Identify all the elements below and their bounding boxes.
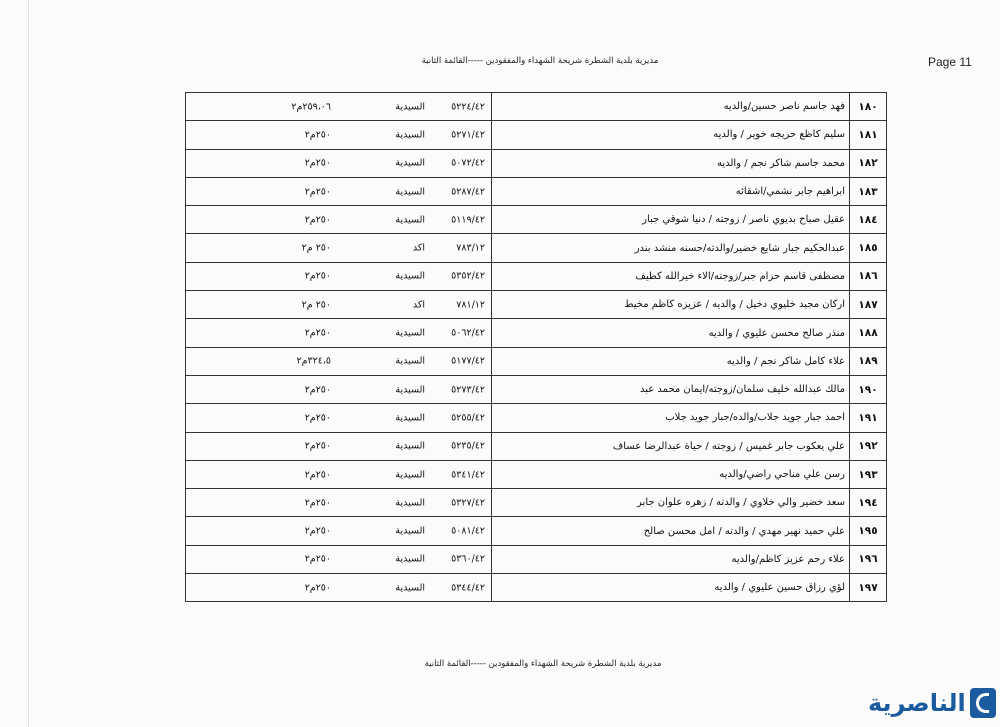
beneficiary-name: لؤي رزاق حسين عليوي / والديه [492, 574, 850, 602]
plot-number: ٥٣٦٠/٤٢ [451, 553, 485, 565]
row-number: ١٨٩ [850, 347, 887, 375]
plot-area: ٢٥٠م٢ [304, 157, 331, 169]
plot-area: ٢٥٠م٢ [304, 525, 331, 537]
region-name: السيدية [395, 327, 425, 339]
plot-number: ٥١١٩/٤٢ [451, 214, 485, 226]
row-number: ١٩٢ [850, 432, 887, 460]
beneficiary-name: مالك عبدالله خليف سلمان/زوجته/ايمان محمد عبد [492, 375, 850, 403]
plot-info-cell [186, 121, 492, 149]
row-number: ١٩٥ [850, 517, 887, 545]
table-row [186, 347, 887, 375]
region-name: السيدية [395, 270, 425, 282]
table-row [186, 149, 887, 177]
page-number: Page 11 [928, 55, 972, 69]
plot-area: ٢٥٠م٢ [304, 129, 331, 141]
plot-area: ٢٥٠م٢ [304, 553, 331, 565]
plot-info-cell [186, 206, 492, 234]
records-table [185, 92, 887, 602]
plot-area: ٢٥٠م٢ [304, 327, 331, 339]
row-number: ١٩١ [850, 404, 887, 432]
plot-info-cell [186, 93, 492, 121]
plot-info-cell [186, 319, 492, 347]
beneficiary-name: علاء كامل شاكر نجم / والديه [492, 347, 850, 375]
table-row [186, 404, 887, 432]
beneficiary-name: سعد خضير والي خلاوي / والدته / زهره علوان جابر [492, 489, 850, 517]
beneficiary-name: منذر صالح محسن عليوي / والديه [492, 319, 850, 347]
plot-area: ٢٥٠ م٢ [301, 242, 331, 254]
row-number: ١٩٧ [850, 574, 887, 602]
table-row [186, 489, 887, 517]
beneficiary-name: ابراهيم جابر نشمي/اشقائه [492, 177, 850, 205]
region-name: السيدية [395, 186, 425, 198]
table-row [186, 460, 887, 488]
plot-area: ٢٥٠م٢ [304, 497, 331, 509]
plot-info-cell [186, 460, 492, 488]
plot-number: ٥١٧٧/٤٢ [451, 355, 485, 367]
region-name: السيدية [395, 129, 425, 141]
page-edge-line [28, 0, 29, 727]
site-logo [868, 688, 996, 718]
beneficiary-name: احمد جبار جويد جلاب/والده/جبار جويد جلاب [492, 404, 850, 432]
plot-info-cell [186, 517, 492, 545]
table-row [186, 574, 887, 602]
plot-area: ٣٢٤،٥م٢ [296, 355, 331, 367]
region-name: السيدية [395, 525, 425, 537]
plot-number: ٥٢٧١/٤٢ [451, 129, 485, 141]
plot-info-cell [186, 375, 492, 403]
row-number: ١٨٤ [850, 206, 887, 234]
beneficiary-name: علاء رحم عزيز كاظم/والديه [492, 545, 850, 573]
region-name: اكد [412, 242, 425, 254]
table-row [186, 177, 887, 205]
region-name: السيدية [395, 440, 425, 452]
region-name: السيدية [395, 497, 425, 509]
table-row [186, 375, 887, 403]
plot-area: ٢٥٠م٢ [304, 384, 331, 396]
row-number: ١٨٨ [850, 319, 887, 347]
row-number: ١٩٤ [850, 489, 887, 517]
beneficiary-name: سليم كاظع حريجه خوير / والديه [492, 121, 850, 149]
records-table-body [186, 93, 887, 602]
row-number: ١٩٦ [850, 545, 887, 573]
region-name: السيدية [395, 469, 425, 480]
plot-info-cell [186, 347, 492, 375]
plot-info-cell [186, 177, 492, 205]
region-name: السيدية [395, 582, 425, 594]
beneficiary-name: عبدالحكيم جبار شايع خضير/والدته/حسنه منشد بندر [492, 234, 850, 262]
plot-info-cell [186, 149, 492, 177]
region-name: السيدية [395, 384, 425, 396]
beneficiary-name: علي حميد نهير مهدي / والدته / امل محسن صالح [492, 517, 850, 545]
plot-area: ٢٥٠م٢ [304, 412, 331, 424]
plot-number: ٥٣٤١/٤٢ [451, 469, 485, 480]
table-row [186, 262, 887, 290]
plot-number: ٥٢٥٥/٤٢ [451, 412, 485, 424]
beneficiary-name: علي يعكوب جابر غميس / زوجته / حياة عبدالرضا عساف [492, 432, 850, 460]
row-number: ١٩٠ [850, 375, 887, 403]
plot-area: ٢٥٠م٢ [304, 270, 331, 282]
plot-number: ٧٨٣/١٢ [456, 242, 485, 254]
plot-area: ٢٥٠م٢ [304, 214, 331, 226]
beneficiary-name: رسن علي مناحي راضي/والديه [492, 460, 850, 488]
plot-info-cell [186, 234, 492, 262]
region-name: السيدية [395, 214, 425, 226]
table-row [186, 319, 887, 347]
plot-area: ٢٥٩،٠٦م٢ [291, 101, 331, 113]
plot-area: ٢٥٠م٢ [304, 469, 331, 480]
beneficiary-name: اركان مجيد خليوي دخيل / والديه / عزيزه كاظم مخيط [492, 291, 850, 319]
plot-number: ٥٠٨١/٤٢ [451, 525, 485, 537]
row-number: ١٨٦ [850, 262, 887, 290]
header-title: مديرية بلدية الشطرة شريحة الشهداء والمفقودين -----القائمة الثانية [421, 56, 659, 66]
table-row [186, 517, 887, 545]
plot-info-cell [186, 432, 492, 460]
plot-number: ٥٢٧٣/٤٢ [451, 384, 485, 396]
row-number: ١٨٢ [850, 149, 887, 177]
plot-number: ٧٨١/١٢ [456, 299, 485, 311]
logo-icon [970, 688, 996, 718]
plot-info-cell [186, 262, 492, 290]
region-name: السيدية [395, 553, 425, 565]
plot-area: ٢٥٠م٢ [304, 440, 331, 452]
region-name: اكد [412, 299, 425, 311]
table-row [186, 291, 887, 319]
plot-info-cell [186, 545, 492, 573]
row-number: ١٨٠ [850, 93, 887, 121]
plot-info-cell [186, 404, 492, 432]
beneficiary-name: فهد جاسم ناصر حسين/والديه [492, 93, 850, 121]
beneficiary-name: محمد جاسم شاكر نجم / والديه [492, 149, 850, 177]
table-row [186, 206, 887, 234]
plot-info-cell [186, 574, 492, 602]
table-row [186, 432, 887, 460]
region-name: السيدية [395, 412, 425, 424]
plot-info-cell [186, 489, 492, 517]
plot-area: ٢٥٠ م٢ [301, 299, 331, 311]
plot-number: ٥٢٨٧/٤٢ [451, 186, 485, 198]
plot-number: ٥٣٢٧/٤٢ [451, 497, 485, 509]
row-number: ١٨٥ [850, 234, 887, 262]
plot-number: ٥٢٣٥/٤٢ [451, 440, 485, 452]
table-row [186, 121, 887, 149]
plot-number: ٥٠٦٢/٤٢ [451, 327, 485, 339]
region-name: السيدية [395, 101, 425, 113]
beneficiary-name: مصطفى قاسم حزام جبر/زوجته/الاء خيرالله كطيف [492, 262, 850, 290]
plot-number: ٥٣٥٢/٤٢ [451, 270, 485, 282]
footer-title: مديرية بلدية الشطرة شريحة الشهداء والمفقودين -----القائمة الثانية [424, 659, 662, 669]
row-number: ١٨٣ [850, 177, 887, 205]
plot-area: ٢٥٠م٢ [304, 582, 331, 594]
plot-number: ٥٣٤٤/٤٢ [451, 582, 485, 594]
region-name: السيدية [395, 355, 425, 367]
table-row [186, 234, 887, 262]
logo-wordmark: الناصرية [868, 689, 966, 717]
table-row [186, 545, 887, 573]
plot-area: ٢٥٠م٢ [304, 186, 331, 198]
region-name: السيدية [395, 157, 425, 169]
plot-number: ٥٢٢٤/٤٢ [451, 101, 485, 113]
plot-number: ٥٠٧٢/٤٢ [451, 157, 485, 169]
row-number: ١٨٧ [850, 291, 887, 319]
row-number: ١٨١ [850, 121, 887, 149]
table-row [186, 93, 887, 121]
row-number: ١٩٣ [850, 460, 887, 488]
plot-info-cell [186, 291, 492, 319]
beneficiary-name: عقيل صباح بديوي ناصر / زوجته / دنيا شوقي جبار [492, 206, 850, 234]
